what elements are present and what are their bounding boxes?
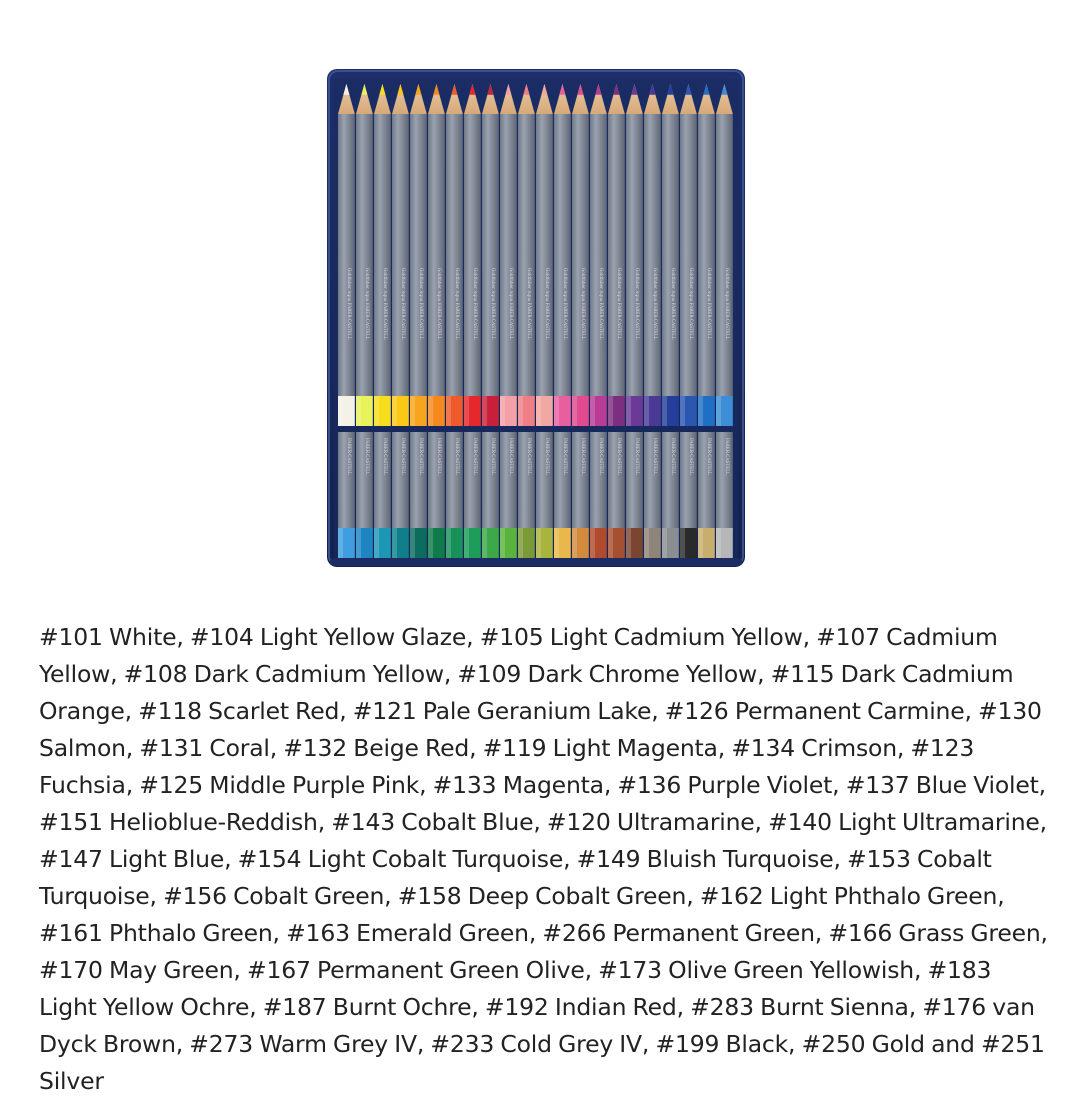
pencil-cap-highlight (554, 396, 559, 426)
pencil-cap-highlight (482, 396, 487, 426)
pencil-imprint: FABER-CASTELL (364, 438, 370, 475)
pencil-imprint: FABER-CASTELL (634, 438, 640, 475)
pencil-barrel (590, 114, 607, 398)
pencil (554, 432, 571, 562)
pencil (428, 84, 445, 426)
pencil-cap-highlight (662, 396, 667, 426)
pencil-cap-highlight (392, 528, 397, 562)
pencil-barrel (464, 114, 481, 398)
pencil-imprint: Goldfaber Aqua FABER-CASTELL (688, 268, 694, 340)
pencil (410, 432, 427, 562)
pencil-cap-highlight (446, 528, 451, 562)
pencil-cap-highlight (644, 396, 649, 426)
pencil-imprint: Goldfaber Aqua FABER-CASTELL (580, 268, 586, 340)
pencil (590, 432, 607, 562)
pencil-barrel (374, 114, 391, 398)
pencil-barrel (626, 114, 643, 398)
pencil-imprint: Goldfaber Aqua FABER-CASTELL (598, 268, 604, 340)
pencil (662, 84, 679, 426)
pencil-barrel (392, 114, 409, 398)
pencil (572, 84, 589, 426)
pencil-imprint: Goldfaber Aqua FABER-CASTELL (382, 268, 388, 340)
pencil-imprint: FABER-CASTELL (580, 438, 586, 475)
pencil-imprint: FABER-CASTELL (454, 438, 460, 475)
pencil (626, 432, 643, 562)
pencil-imprint: Goldfaber Aqua FABER-CASTELL (346, 268, 352, 340)
pencil (518, 432, 535, 562)
pencil-imprint: Goldfaber Aqua FABER-CASTELL (544, 268, 550, 340)
pencil (662, 432, 679, 562)
pencil (716, 84, 733, 426)
pencil (392, 84, 409, 426)
pencil-cap-highlight (464, 528, 469, 562)
pencil-cap-highlight (410, 528, 415, 562)
pencil-imprint: FABER-CASTELL (562, 438, 568, 475)
pencil-cap-highlight (464, 396, 469, 426)
pencil (536, 84, 553, 426)
pencil (536, 432, 553, 562)
pencil-imprint: Goldfaber Aqua FABER-CASTELL (670, 268, 676, 340)
pencil-imprint: FABER-CASTELL (724, 438, 730, 475)
pencil-cap-highlight (374, 528, 379, 562)
pencil-barrel (482, 114, 499, 398)
pencil-cap-highlight (608, 528, 613, 562)
pencil-cap-highlight (428, 396, 433, 426)
pencil (608, 432, 625, 562)
pencil-cap-highlight (716, 528, 721, 562)
pencil-barrel (446, 114, 463, 398)
pencil-imprint: Goldfaber Aqua FABER-CASTELL (634, 268, 640, 340)
pencil-cap-highlight (374, 396, 379, 426)
pencil (446, 432, 463, 562)
pencil-imprint: FABER-CASTELL (346, 438, 352, 475)
pencil (644, 84, 661, 426)
pencil-imprint: FABER-CASTELL (652, 438, 658, 475)
tin-bottom-lip (330, 558, 742, 566)
pencil (680, 432, 697, 562)
pencil-cap-highlight (608, 396, 613, 426)
pencil (500, 84, 517, 426)
pencil-cap-highlight (410, 396, 415, 426)
pencil-barrel (608, 114, 625, 398)
pencil-imprint: Goldfaber Aqua FABER-CASTELL (706, 268, 712, 340)
pencil-imprint: Goldfaber Aqua FABER-CASTELL (400, 268, 406, 340)
pencil-imprint: FABER-CASTELL (508, 438, 514, 475)
pencil-barrel (662, 114, 679, 398)
pencil (338, 84, 355, 426)
pencil-cap-highlight (626, 396, 631, 426)
pencil (356, 432, 373, 562)
pencil-cap-highlight (536, 396, 541, 426)
pencil-imprint: FABER-CASTELL (616, 438, 622, 475)
pencil-barrel (410, 114, 427, 398)
pencil-cap-highlight (680, 528, 685, 562)
pencil (572, 432, 589, 562)
pencil (338, 432, 355, 562)
pencil-imprint: FABER-CASTELL (598, 438, 604, 475)
pencil (446, 84, 463, 426)
pencil-cap-highlight (626, 528, 631, 562)
pencil-imprint: FABER-CASTELL (472, 438, 478, 475)
pencil-barrel (716, 114, 733, 398)
pencil-barrel (338, 114, 355, 398)
pencil (518, 84, 535, 426)
pencil-barrel (356, 114, 373, 398)
pencil (590, 84, 607, 426)
pencil-imprint: FABER-CASTELL (382, 438, 388, 475)
pencil-cap-highlight (536, 528, 541, 562)
pencil-barrel (428, 114, 445, 398)
pencil-imprint: Goldfaber Aqua FABER-CASTELL (490, 268, 496, 340)
pencil (482, 84, 499, 426)
pencil-cap-highlight (338, 396, 343, 426)
pencil-imprint: Goldfaber Aqua FABER-CASTELL (436, 268, 442, 340)
color-list-caption: #101 White, #104 Light Yellow Glaze, #105 Light Cadmium Yellow, #107 Cadmium Yellow, #108 Dark Cadmium Yellow, #109 Dark Chrome Yellow, #115 Dark Cadmium Orange, #118 Scarlet Red, #121 Pale Geranium Lake, #126 Permanent Carmine, #130 Salmon, #131 Coral, #132 Beige Red, #119 Light Magenta, #134 Crimson, #123 Fuchsia, #125 Middle Purple Pink, #133 Magenta, #136 Purple Violet, #137 Blue Violet, #151 Helioblue-Reddish, #143 Cobalt Blue, #120 Ultramarine, #140 Light Ultramarine, #147 Light Blue, #154 Light Cobalt Turquoise, #149 Bluish Turquoise, #153 Cobalt Turquoise, #156 Cobalt Green, #158 Deep Cobalt Green, #162 Light Phthalo Green, #161 Phthalo Green, #163 Emerald Green, #266 Permanent Green, #166 Grass Green, #170 May Green, #167 Permanent Green Olive, #173 Olive Green Yellowish, #183 Light Yellow Ochre, #187 Burnt Ochre, #192 Indian Red, #283 Burnt Sienna, #176 van Dyck Brown, #273 Warm Grey IV, #233 Cold Grey IV, #199 Black, #250 Gold and #251 Silver (39, 623, 1048, 1095)
pencil-cap-highlight (500, 396, 505, 426)
pencil (608, 84, 625, 426)
pencil-cap-highlight (500, 528, 505, 562)
pencil-cap-highlight (482, 528, 487, 562)
pencil-barrel (500, 114, 517, 398)
pencil-cap-highlight (554, 528, 559, 562)
pencil-imprint: FABER-CASTELL (670, 438, 676, 475)
pencil-imprint: FABER-CASTELL (688, 438, 694, 475)
pencil-cap-highlight (428, 528, 433, 562)
pencil-imprint: FABER-CASTELL (544, 438, 550, 475)
pencil-cap-highlight (698, 396, 703, 426)
pencil-imprint: Goldfaber Aqua FABER-CASTELL (364, 268, 370, 340)
pencil-cap-highlight (518, 528, 523, 562)
pencil-barrel (680, 114, 697, 398)
pencil-barrel (518, 114, 535, 398)
pencil-cap-highlight (518, 396, 523, 426)
pencil (464, 84, 481, 426)
pencil-imprint: Goldfaber Aqua FABER-CASTELL (418, 268, 424, 340)
pencil-cap-highlight (356, 528, 361, 562)
pencil (680, 84, 697, 426)
pencil (698, 84, 715, 426)
pencil-imprint: Goldfaber Aqua FABER-CASTELL (616, 268, 622, 340)
pencil (374, 84, 391, 426)
pencil-barrel (536, 114, 553, 398)
pencil-cap-highlight (662, 528, 667, 562)
pencil-barrel (554, 114, 571, 398)
pencil (644, 432, 661, 562)
pencil (410, 84, 427, 426)
pencil-imprint: FABER-CASTELL (706, 438, 712, 475)
pencil (626, 84, 643, 426)
pencil-imprint: FABER-CASTELL (436, 438, 442, 475)
pencil (716, 432, 733, 562)
pencil-imprint: Goldfaber Aqua FABER-CASTELL (526, 268, 532, 340)
pencil (428, 432, 445, 562)
pencil (698, 432, 715, 562)
pencil-barrel (698, 114, 715, 398)
pencil-cap-highlight (644, 528, 649, 562)
pencil (356, 84, 373, 426)
pencil-cap-highlight (590, 528, 595, 562)
pencil-imprint: Goldfaber Aqua FABER-CASTELL (508, 268, 514, 340)
pencil-cap-highlight (446, 396, 451, 426)
pencil-cap-highlight (716, 396, 721, 426)
pencil-cap-highlight (680, 396, 685, 426)
pencil-imprint: FABER-CASTELL (490, 438, 496, 475)
pencil (464, 432, 481, 562)
pencil-cap-highlight (572, 528, 577, 562)
pencil (392, 432, 409, 562)
pencil-cap-highlight (590, 396, 595, 426)
pencil-imprint: FABER-CASTELL (526, 438, 532, 475)
pencil (374, 432, 391, 562)
pencil-imprint: Goldfaber Aqua FABER-CASTELL (454, 268, 460, 340)
pencil-imprint: Goldfaber Aqua FABER-CASTELL (562, 268, 568, 340)
pencil-imprint: Goldfaber Aqua FABER-CASTELL (472, 268, 478, 340)
pencil (500, 432, 517, 562)
pencil-cap-highlight (392, 396, 397, 426)
pencil-tin-photo (326, 68, 746, 568)
pencil-barrel (644, 114, 661, 398)
pencil-cap-highlight (698, 528, 703, 562)
pencil-cap-highlight (572, 396, 577, 426)
pencil-cap-highlight (356, 396, 361, 426)
pencil-cap-highlight (338, 528, 343, 562)
pencil-barrel (572, 114, 589, 398)
pencil-imprint: FABER-CASTELL (400, 438, 406, 475)
pencil-imprint: Goldfaber Aqua FABER-CASTELL (652, 268, 658, 340)
pencil-imprint: Goldfaber Aqua FABER-CASTELL (724, 268, 730, 340)
pencil (482, 432, 499, 562)
pencil-imprint: FABER-CASTELL (418, 438, 424, 475)
pencil (554, 84, 571, 426)
